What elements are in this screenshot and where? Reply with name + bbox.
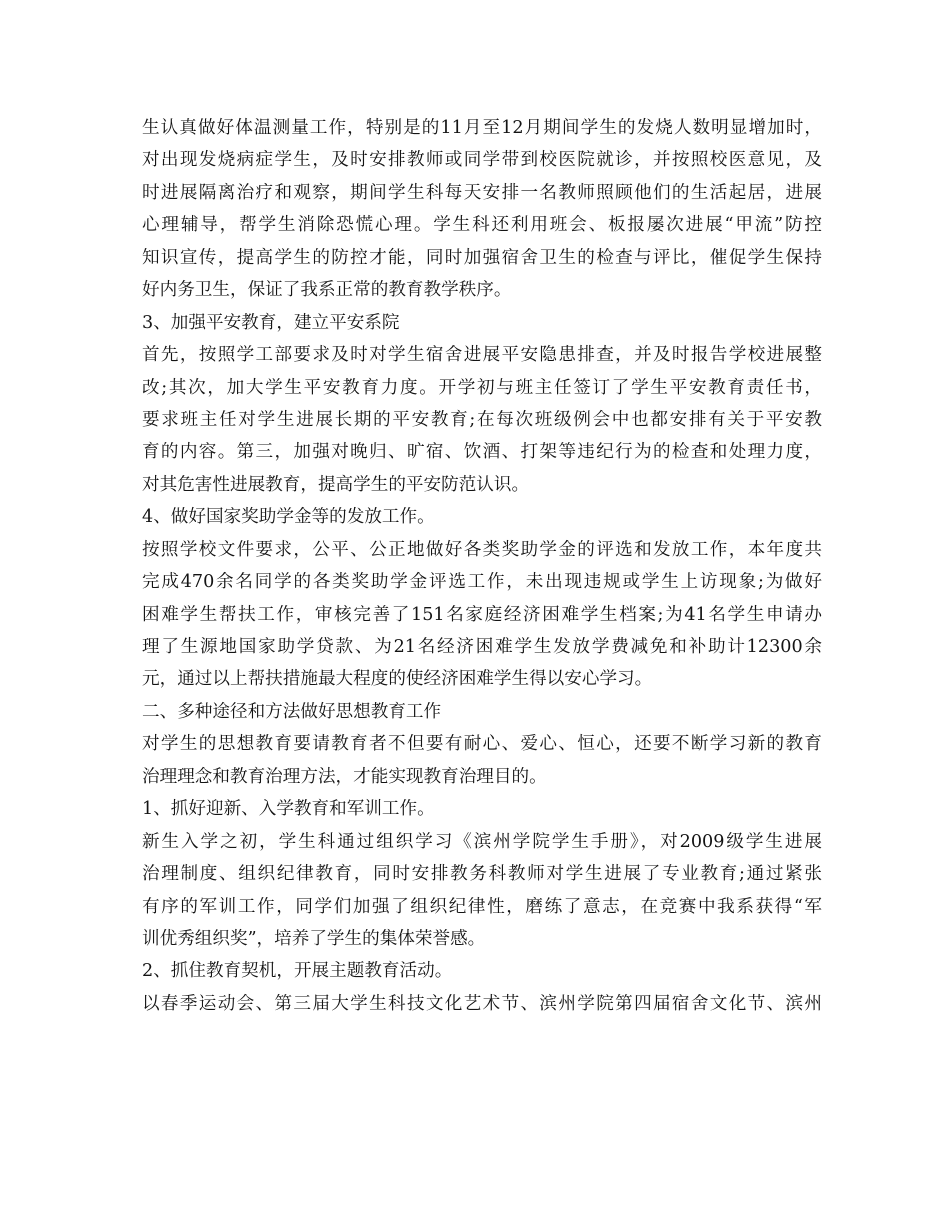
text-line: 心理辅导，帮学生消除恐慌心理。学生科还利用班会、板报屡次进展“甲流”防控 bbox=[142, 215, 822, 236]
text-line: 时进展隔离治疗和观察，期间学生科每天安排一名教师照顾他们的生活起居，进展 bbox=[142, 182, 822, 203]
text-line: 生认真做好体温测量工作，特别是的11月至12月期间学生的发烧人数明显增加时， bbox=[142, 118, 822, 138]
text-line: 3、加强平安教育，建立平安系院 bbox=[142, 312, 400, 333]
text-line: 好内务卫生，保证了我系正常的教育教学秩序。 bbox=[142, 280, 512, 301]
text-line: 1、抓好迎新、入学教育和军训工作。 bbox=[142, 799, 435, 820]
text-line: 以春季运动会、第三届大学生科技文化艺术节、滨州学院第四届宿舍文化节、滨州 bbox=[142, 993, 822, 1014]
text-line: 理了生源地国家助学贷款、为21名经济困难学生发放学费减免和补助计12300余 bbox=[142, 637, 822, 657]
document-page bbox=[142, 112, 822, 1020]
text-line: 困难学生帮扶工作，审核完善了151名家庭经济困难学生档案;为41名学生申请办 bbox=[142, 604, 822, 625]
text-line: 育的内容。第三，加强对晚归、旷宿、饮酒、打架等违纪行为的检查和处理力度， bbox=[142, 442, 822, 463]
text-line: 对其危害性进展教育，提高学生的平安防范认识。 bbox=[142, 474, 530, 495]
text-line: 治理制度、组织纪律教育，同时安排教务科教师对学生进展了专业教育;通过紧张 bbox=[142, 864, 822, 885]
text-line: 训优秀组织奖”，培养了学生的集体荣誉感。 bbox=[142, 928, 486, 949]
text-line: 对学生的思想教育要请教育者不但要有耐心、爱心、恒心，还要不断学习新的教育 bbox=[142, 734, 822, 755]
text-line: 知识宣传，提高学生的防控才能，同时加强宿舍卫生的检查与评比，催促学生保持 bbox=[142, 247, 822, 268]
text-line: 有序的军训工作，同学们加强了组织纪律性，磨练了意志，在竞赛中我系获得“军 bbox=[142, 896, 822, 917]
text-line: 4、做好国家奖助学金等的发放工作。 bbox=[142, 507, 435, 528]
text-line: 2、抓住教育契机，开展主题教育活动。 bbox=[142, 961, 453, 982]
text-line: 改;其次，加大学生平安教育力度。开学初与班主任签订了学生平安教育责任书， bbox=[142, 377, 822, 398]
text-line: 首先，按照学工部要求及时对学生宿舍进展平安隐患排查，并及时报告学校进展整 bbox=[142, 345, 822, 366]
text-line: 元，通过以上帮扶措施最大程度的使经济困难学生得以安心学习。 bbox=[142, 669, 653, 690]
text-line: 按照学校文件要求，公平、公正地做好各类奖助学金的评选和发放工作，本年度共 bbox=[142, 539, 822, 560]
text-line: 治理理念和教育治理方法，才能实现教育治理目的。 bbox=[142, 766, 547, 787]
text-line: 对出现发烧病症学生，及时安排教师或同学带到校医院就诊，并按照校医意见，及 bbox=[142, 150, 822, 171]
text-line: 二、多种途径和方法做好思想教育工作 bbox=[142, 701, 442, 722]
document-body bbox=[142, 112, 822, 1020]
text-line: 新生入学之初，学生科通过组织学习《滨州学院学生手册》，对2009级学生进展 bbox=[142, 831, 822, 852]
text-line: 要求班主任对学生进展长期的平安教育;在每次班级例会中也都安排有关于平安教 bbox=[142, 409, 822, 430]
text-line: 完成470余名同学的各类奖助学金评选工作，未出现违规或学生上访现象;为做好 bbox=[142, 572, 822, 593]
